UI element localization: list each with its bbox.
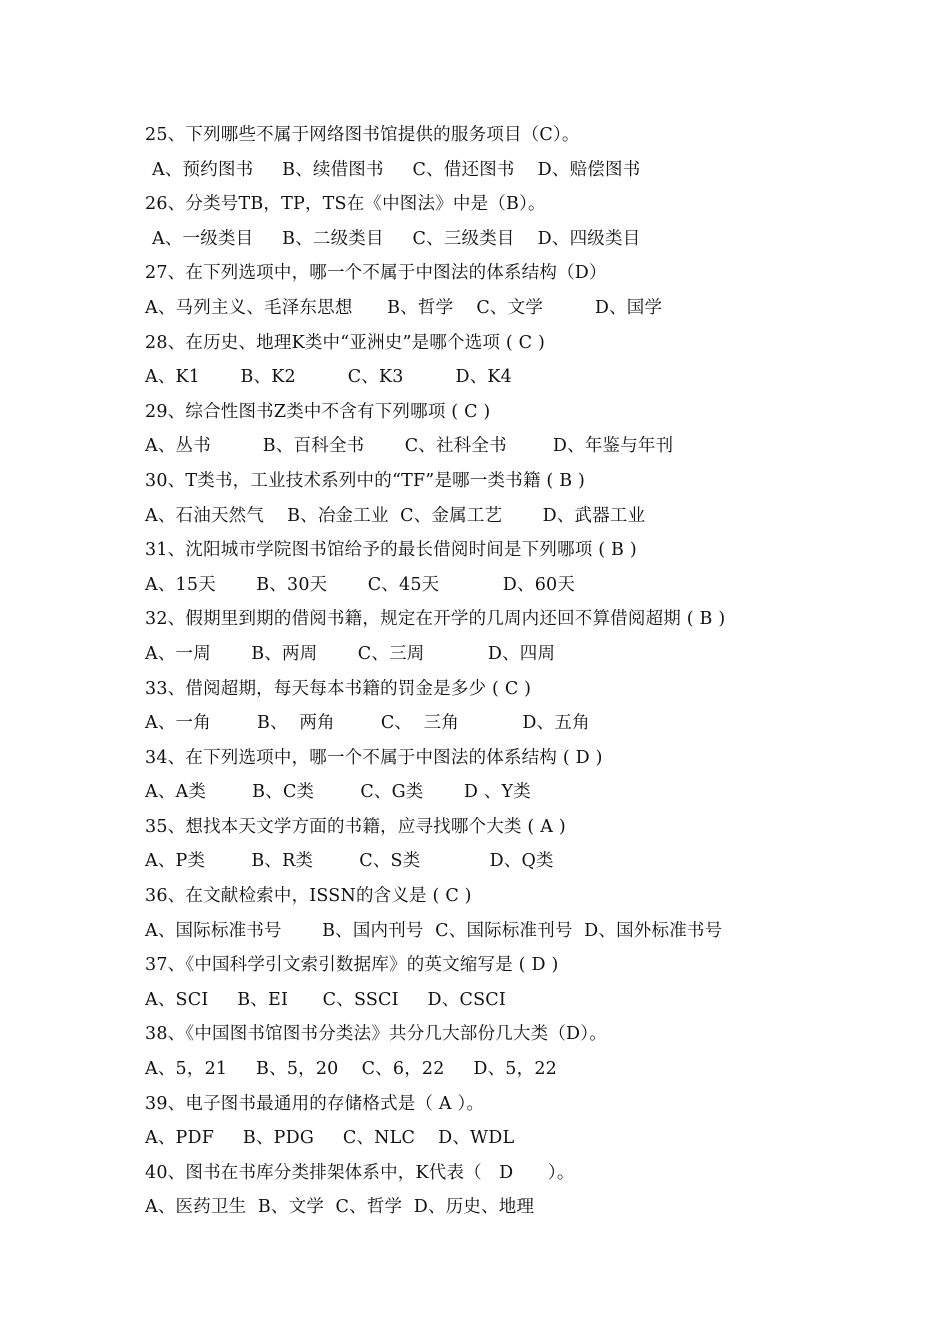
question-text: 30、T类书，工业技术系列中的“TF”是哪一类书籍 ( B ) xyxy=(145,470,586,491)
answer-options: A、5，21 B、5，20 C、6，22 D、5，22 xyxy=(145,1059,558,1080)
answer-options: A、一角 B、 两角 C、 三角 D、五角 xyxy=(145,713,590,734)
question-list xyxy=(0,118,950,1225)
answer-options: A、一周 B、两周 C、三周 D、四周 xyxy=(145,643,556,664)
question-text: 39、电子图书最通用的存储格式是（ A ）。 xyxy=(145,1093,485,1114)
answer-options: A、P类 B、R类 C、S类 D、Q类 xyxy=(145,851,554,872)
question-text: 29、综合性图书Z类中不含有下列哪项 ( C ) xyxy=(145,401,491,422)
answer-options: A、预约图书 B、续借图书 C、借还图书 D、赔偿图书 xyxy=(152,159,641,180)
answer-options: A、国际标准书号 B、国内刊号 C、国际标准刊号 D、国外标准书号 xyxy=(145,920,723,941)
question-text: 31、沈阳城市学院图书馆给予的最长借阅时间是下列哪项 ( B ) xyxy=(145,540,637,561)
answer-options: A、马列主义、毛泽东思想 B、哲学 C、文学 D、国学 xyxy=(145,297,663,318)
question-text: 26、分类号TB，TP，TS在《中图法》中是（B）。 xyxy=(145,194,546,215)
question-text: 32、假期里到期的借阅书籍，规定在开学的几周内还回不算借阅超期 ( B ) xyxy=(145,609,726,630)
answer-options: A、石油天然气 B、冶金工业 C、金属工艺 D、武器工业 xyxy=(145,505,646,526)
answer-options: A、A类 B、C类 C、G类 D 、Y类 xyxy=(145,782,531,803)
answer-options: A、医药卫生 B、文学 C、哲学 D、历史、地理 xyxy=(145,1197,535,1218)
question-text: 40、图书在书库分类排架体系中，K代表（ D ）。 xyxy=(145,1162,575,1183)
question-text: 33、借阅超期，每天每本书籍的罚金是多少 ( C ) xyxy=(145,678,532,699)
question-text: 35、想找本天文学方面的书籍，应寻找哪个大类 ( A ) xyxy=(145,816,566,837)
question-text: 28、在历史、地理K类中“亚洲史”是哪个选项 ( C ) xyxy=(145,332,546,353)
question-text: 37、《中国科学引文索引数据库》的英文缩写是 ( D ) xyxy=(145,955,559,976)
answer-options: A、K1 B、K2 C、K3 D、K4 xyxy=(145,367,513,388)
question-text: 25、下列哪些不属于网络图书馆提供的服务项目（C）。 xyxy=(145,125,580,145)
question-text: 27、在下列选项中，哪一个不属于中图法的体系结构（D） xyxy=(145,263,607,284)
answer-options: A、SCI B、EI C、SSCI D、CSCI xyxy=(145,989,506,1010)
answer-options: A、PDF B、PDG C、NLC D、WDL xyxy=(145,1128,515,1149)
answer-options: A、15天 B、30天 C、45天 D、60天 xyxy=(145,574,576,595)
question-text: 34、在下列选项中，哪一个不属于中图法的体系结构 ( D ) xyxy=(145,747,603,768)
answer-options: A、丛书 B、百科全书 C、社科全书 D、年鉴与年刊 xyxy=(145,436,674,457)
question-text: 36、在文献检索中，ISSN的含义是 ( C ) xyxy=(145,886,472,907)
answer-options: A、一级类目 B、二级类目 C、三级类目 D、四级类目 xyxy=(152,228,641,249)
question-text: 38、《中国图书馆图书分类法》共分几大部份几大类（D）。 xyxy=(145,1024,607,1045)
